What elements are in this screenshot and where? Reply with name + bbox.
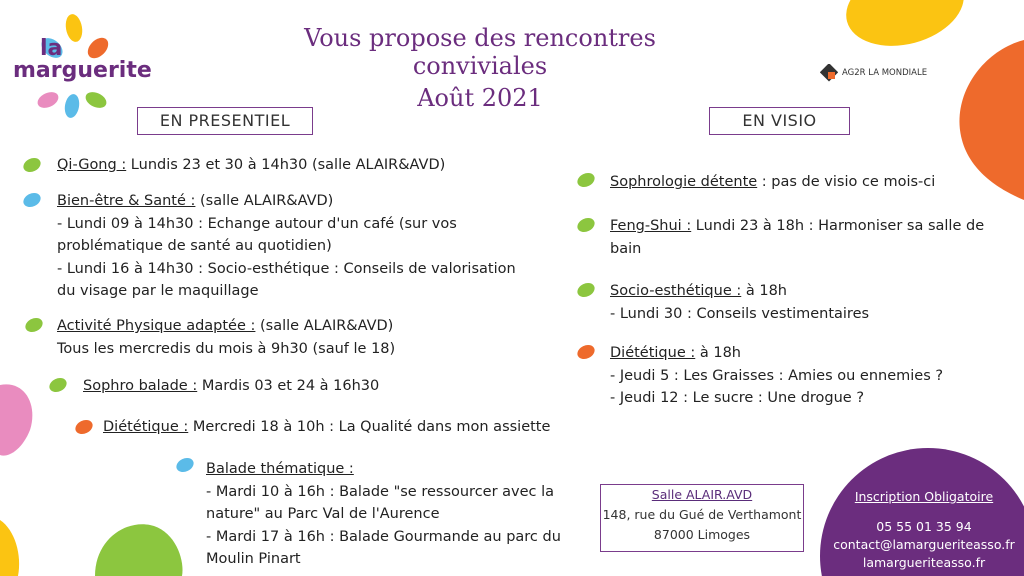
- logo: [8, 8, 152, 118]
- pink-blob-shape: [0, 384, 32, 455]
- logo-text-marguerite: marguerite: [13, 58, 152, 83]
- orange-leaf-icon: [576, 344, 596, 360]
- green-leaf-icon: [24, 317, 44, 333]
- in-person-header: EN PRESENTIEL: [137, 107, 313, 135]
- activity-physique: Activité Physique adaptée : (salle ALAIR&AVD) Tous les mercredis du mois à 9h30 (sauf le 18): [57, 318, 396, 357]
- contact-block: [826, 488, 1022, 572]
- address-box: [600, 484, 804, 552]
- yellow-blob-shape: [837, 0, 973, 58]
- green-leaf-icon: [48, 377, 68, 393]
- visio-socio-esthetique: Socio-esthétique : à 18h - Lundi 30 : Conseils vestimentaires: [610, 283, 870, 322]
- visio-sophrologie: Sophrologie détente : pas de visio ce mois-ci: [610, 174, 936, 190]
- orange-leaf-icon: [74, 419, 94, 435]
- partner-logo: [820, 64, 927, 82]
- activity-sophro-balade: Sophro balade : Mardis 03 et 24 à 16h30: [83, 378, 380, 394]
- contact-email[interactable]: contact@lamargueriteasso.fr: [833, 537, 1015, 552]
- activity-dietetique-presentiel: Diététique : Mercredi 18 à 10h : La Qualité dans mon assiette: [103, 419, 551, 435]
- blue-leaf-icon: [175, 457, 195, 473]
- blue-leaf-icon: [22, 192, 42, 208]
- yellow-corner-shape: [0, 520, 19, 576]
- green-blob-shape: [95, 524, 183, 576]
- orange-blob-shape: [959, 40, 1024, 200]
- address-city: 87000 Limoges: [653, 527, 751, 542]
- activity-bien-etre: Bien-être & Santé : (salle ALAIR&AVD) - Lundi 09 à 14h30 : Echange autour d'un café (sur vos problématique de santé au quotidien) - Lundi 16 à 14h30 : Socio-esthétique : Conseils de valorisation du visage par le maquillage: [57, 193, 516, 299]
- green-leaf-icon: [576, 172, 596, 188]
- ag2r-logo-icon: [820, 64, 838, 82]
- green-leaf-icon: [576, 282, 596, 298]
- visio-feng-shui: Feng-Shui : Lundi 23 à 18h : Harmoniser sa salle de bain: [610, 218, 985, 257]
- activity-balade-thematique: Balade thématique : - Mardi 10 à 16h : Balade "se ressourcer avec la nature" au Parc Val de l'Aurence - Mardi 17 à 16h : Balade Gourmande au parc du Moulin Pinart: [206, 461, 561, 567]
- contact-phone[interactable]: 05 55 01 35 94: [876, 519, 972, 534]
- green-leaf-icon: [576, 217, 596, 233]
- activity-qi-gong: Qi-Gong : Lundis 23 et 30 à 14h30 (salle ALAIR&AVD): [57, 157, 446, 173]
- visio-dietetique: Diététique : à 18h - Jeudi 5 : Les Graisses : Amies ou ennemies ? - Jeudi 12 : Le sucre : Une drogue ?: [610, 345, 944, 406]
- partner-name: AG2R LA MONDIALE: [842, 68, 928, 78]
- green-leaf-icon: [22, 157, 42, 173]
- address-name: Salle ALAIR.AVD: [651, 487, 753, 502]
- registration-title: Inscription Obligatoire: [854, 489, 994, 504]
- logo-text-la: la: [40, 36, 63, 61]
- address-street: 148, rue du Gué de Verthamont: [602, 507, 802, 522]
- page-month: Août 2021: [417, 84, 543, 112]
- contact-website[interactable]: lamargueriteasso.fr: [862, 555, 986, 570]
- page-title: Vous propose des rencontres conviviales: [304, 24, 656, 80]
- online-header: EN VISIO: [709, 107, 850, 135]
